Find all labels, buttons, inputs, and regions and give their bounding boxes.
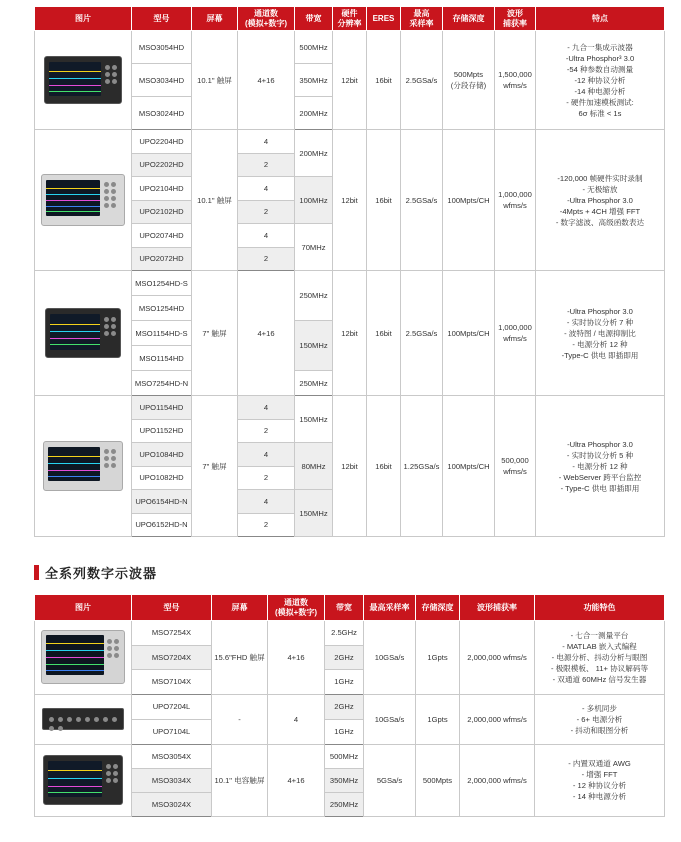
model-cell: UPO2072HD <box>132 247 192 271</box>
screen-cell: - <box>212 694 268 744</box>
feature-line: - 增强 FFT <box>581 770 618 779</box>
feature-line: - 电源分析、抖动分析与眼图 <box>551 652 648 662</box>
sample-rate-cell: 10GSa/s <box>364 694 416 744</box>
memory-cell: 100Mpts/CH <box>443 130 495 271</box>
channels-cell: 4+16 <box>268 744 325 816</box>
header-image: 图片 <box>35 595 132 621</box>
eres-cell: 16bit <box>367 271 401 396</box>
feature-line: - 电源分析 12 种 <box>572 461 628 471</box>
feature-line: -Ultra Phosphor 3.0 <box>567 439 633 449</box>
capture-cell: 2,000,000 wfms/s <box>460 744 535 816</box>
bandwidth-cell: 500MHz <box>295 31 333 64</box>
eres-cell: 16bit <box>367 396 401 537</box>
header-memory: 存储深度 <box>416 595 460 621</box>
header-model: 型号 <box>132 7 192 31</box>
model-cell: MSO3024HD <box>132 97 192 130</box>
screen-cell: 7" 触屏 <box>192 396 238 537</box>
channels-cell: 2 <box>238 247 295 271</box>
oscilloscope-image <box>41 630 125 684</box>
header-sample-rate: 最高采样率 <box>364 595 416 621</box>
feature-line: -Type-C 供电 即插即用 <box>561 350 639 360</box>
features-cell <box>536 31 665 130</box>
model-cell: UPO2202HD <box>132 153 192 177</box>
model-cell: MSO3034HD <box>132 64 192 97</box>
header-channels <box>268 595 325 621</box>
eres-cell: 16bit <box>367 31 401 130</box>
feature-line: -Ultra Phosphor 3.0 <box>567 306 633 316</box>
feature-line: - MATLAB 嵌入式编程 <box>562 641 637 651</box>
oscilloscope-image <box>41 174 125 226</box>
bandwidth-cell: 250MHz <box>295 371 333 396</box>
channels-cell: 4+16 <box>238 271 295 396</box>
model-cell: MSO1154HD-S <box>132 321 192 346</box>
memory-cell: 100Mpts/CH <box>443 396 495 537</box>
oscilloscope-image <box>42 708 124 730</box>
header-resolution-text: 硬件 分辨率 <box>337 8 362 28</box>
header-screen: 屏幕 <box>212 595 268 621</box>
product-image-mso3000x <box>35 744 132 816</box>
header-channels-text: 通道数 (模拟+数字) <box>275 597 317 617</box>
model-cell: MSO1254HD <box>132 296 192 321</box>
header-bandwidth: 带宽 <box>295 7 333 31</box>
header-sample-rate <box>401 7 443 31</box>
bandwidth-cell: 150MHz <box>295 490 333 537</box>
resolution-cell: 12bit <box>333 130 367 271</box>
section-title-text: 全系列数字示波器 <box>45 566 158 581</box>
feature-line: - 实时协议分析 7 种 <box>566 317 634 327</box>
memory-cell: 1Gpts <box>416 621 460 695</box>
sample-rate-cell: 2.5GSa/s <box>401 271 443 396</box>
oscilloscope-image <box>45 308 121 358</box>
capture-cell: 2,000,000 wfms/s <box>460 621 535 695</box>
model-cell: UPO6152HD-N <box>132 513 192 537</box>
channels-cell: 4 <box>238 490 295 514</box>
bandwidth-cell: 2.5GHz <box>325 621 364 646</box>
bandwidth-cell: 500MHz <box>325 744 364 768</box>
oscilloscope-image <box>43 441 123 491</box>
header-eres: ERES <box>367 7 401 31</box>
channels-cell: 2 <box>238 466 295 490</box>
channels-cell: 4 <box>238 130 295 154</box>
bandwidth-cell: 100MHz <box>295 177 333 224</box>
channels-cell: 2 <box>238 513 295 537</box>
sample-rate-cell: 2.5GSa/s <box>401 31 443 130</box>
channels-cell: 4 <box>238 443 295 467</box>
screen-cell: 10.1" 触屏 <box>192 31 238 130</box>
feature-line: - 双通道 60MHz 信号发生器 <box>552 674 647 684</box>
channels-cell: 4+16 <box>268 621 325 695</box>
feature-line: -Ultra Phosphor 3.0 <box>567 195 633 205</box>
channels-cell: 2 <box>238 419 295 443</box>
feature-line: - 数字滤波、高级函数表达 <box>555 217 645 227</box>
header-sample-rate-text: 最高 采样率 <box>409 8 434 28</box>
bandwidth-cell: 200MHz <box>295 97 333 130</box>
sample-rate-cell: 2.5GSa/s <box>401 130 443 271</box>
header-bandwidth: 带宽 <box>325 595 364 621</box>
model-cell: UPO2204HD <box>132 130 192 154</box>
bandwidth-cell: 250MHz <box>325 792 364 816</box>
product-image-upo1000hd <box>35 396 132 537</box>
feature-line: - Type-C 供电 即插即用 <box>560 483 640 493</box>
model-cell: MSO3054HD <box>132 31 192 64</box>
features-cell <box>535 621 665 695</box>
model-cell: UPO7204L <box>132 694 212 719</box>
feature-line: - 七合一测量平台 <box>570 630 629 640</box>
feature-line: - 14 种电源分析 <box>572 792 627 801</box>
header-capture-text: 波形 捕获率 <box>503 8 527 28</box>
header-model: 型号 <box>132 595 212 621</box>
resolution-cell: 12bit <box>333 396 367 537</box>
feature-line: - WebServer 跨平台监控 <box>558 472 642 482</box>
capture-text: 1,000,000 wfms/s <box>498 323 532 343</box>
model-cell: UPO2102HD <box>132 200 192 224</box>
bandwidth-cell: 1GHz <box>325 719 364 744</box>
feature-line: - 波特图 / 电源抑制比 <box>564 328 636 338</box>
feature-line: - 12 种协议分析 <box>572 781 627 790</box>
model-cell: UPO7104L <box>132 719 212 744</box>
header-channels-text: 通道数 (模拟+数字) <box>245 8 287 28</box>
screen-cell: 15.6"FHD 触屏 <box>212 621 268 695</box>
bandwidth-cell: 200MHz <box>295 130 333 177</box>
bandwidth-cell: 350MHz <box>295 64 333 97</box>
model-cell: MSO3024X <box>132 792 212 816</box>
feature-line: - 内置双通道 AWG <box>568 759 631 768</box>
sample-rate-cell: 10GSa/s <box>364 621 416 695</box>
memory-cell: 100Mpts/CH <box>443 271 495 396</box>
product-image-mso1000hd <box>35 271 132 396</box>
feature-line: - 无极缩放 <box>582 184 618 194</box>
feature-line: - 九合一集成示波器 <box>567 42 633 52</box>
model-cell: UPO1084HD <box>132 443 192 467</box>
model-cell: MSO3054X <box>132 744 212 768</box>
resolution-cell: 12bit <box>333 271 367 396</box>
capture-text: 1,000,000 wfms/s <box>498 190 532 210</box>
model-cell: MSO1254HD-S <box>132 271 192 296</box>
header-image: 图片 <box>35 7 132 31</box>
channels-cell: 2 <box>238 153 295 177</box>
header-resolution <box>333 7 367 31</box>
feature-line: -120,000 帧硬件实时录制 <box>557 173 643 183</box>
bandwidth-cell: 150MHz <box>295 321 333 371</box>
features-cell <box>536 396 665 537</box>
memory-cell: 1Gpts <box>416 694 460 744</box>
channels-cell: 4 <box>238 396 295 420</box>
section-title-bar <box>34 565 39 580</box>
product-image-upo2000hd <box>35 130 132 271</box>
model-cell: UPO2104HD <box>132 177 192 201</box>
capture-cell <box>495 396 536 537</box>
sample-rate-cell: 1.25GSa/s <box>401 396 443 537</box>
model-cell: MSO1154HD <box>132 346 192 371</box>
features-cell <box>536 130 665 271</box>
screen-cell: 7" 触屏 <box>192 271 238 396</box>
bandwidth-cell: 2GHz <box>325 694 364 719</box>
memory-cell: 500Mpts <box>416 744 460 816</box>
feature-line: - 实时协议分析 5 种 <box>566 450 634 460</box>
feature-line: -54 种参数自动测量 <box>566 64 634 74</box>
section-title <box>34 563 157 582</box>
spec-table-all <box>34 594 665 817</box>
features-cell <box>536 271 665 396</box>
feature-line: - 硬件加速模板测试: <box>566 97 634 107</box>
model-cell: MSO7254X <box>132 621 212 646</box>
feature-line: -Ultra Phosphor³ 3.0 <box>565 53 635 63</box>
header-features: 特点 <box>536 7 665 31</box>
capture-cell: 2,000,000 wfms/s <box>460 694 535 744</box>
eres-cell: 16bit <box>367 130 401 271</box>
resolution-cell: 12bit <box>333 31 367 130</box>
model-cell: MSO7204X <box>132 645 212 670</box>
bandwidth-cell: 2GHz <box>325 645 364 670</box>
channels-cell: 4 <box>238 224 295 248</box>
feature-line: -12 种协议分析 <box>574 75 626 85</box>
spec-table-hd <box>34 6 665 537</box>
bandwidth-cell: 70MHz <box>295 224 333 271</box>
model-cell: UPO6154HD-N <box>132 490 192 514</box>
feature-line: -14 种电源分析 <box>574 86 626 96</box>
oscilloscope-image <box>44 56 122 104</box>
features-cell <box>535 744 665 816</box>
sample-rate-cell: 5GSa/s <box>364 744 416 816</box>
feature-line: - 多机同步 <box>581 703 617 713</box>
model-cell: UPO1082HD <box>132 466 192 490</box>
feature-line: - 抖动和眼图分析 <box>570 725 629 735</box>
header-memory: 存储深度 <box>443 7 495 31</box>
model-cell: UPO1152HD <box>132 419 192 443</box>
header-screen: 屏幕 <box>192 7 238 31</box>
model-cell: MSO3034X <box>132 768 212 792</box>
feature-line: -4Mpts + 4CH 增强 FFT <box>559 206 641 216</box>
capture-cell <box>495 271 536 396</box>
memory-cell <box>443 31 495 130</box>
product-image-upo7000l <box>35 694 132 744</box>
product-image-mso7000x <box>35 621 132 695</box>
product-image-mso3000hd <box>35 31 132 130</box>
capture-cell <box>495 31 536 130</box>
channels-cell: 4 <box>238 177 295 201</box>
header-capture <box>495 7 536 31</box>
header-features: 功能特色 <box>535 595 665 621</box>
channels-cell: 2 <box>238 200 295 224</box>
capture-text: 1,500,000 wfms/s <box>498 70 532 90</box>
capture-text: 500,000 wfms/s <box>501 456 529 476</box>
feature-line: - 极限模板、 11+ 协议解码等 <box>550 663 649 673</box>
bandwidth-cell: 150MHz <box>295 396 333 443</box>
model-cell: UPO1154HD <box>132 396 192 420</box>
channels-cell: 4 <box>268 694 325 744</box>
model-cell: UPO2074HD <box>132 224 192 248</box>
header-channels <box>238 7 295 31</box>
feature-line: - 电源分析 12 种 <box>572 339 628 349</box>
bandwidth-cell: 80MHz <box>295 443 333 490</box>
channels-cell: 4+16 <box>238 31 295 130</box>
header-capture: 波形捕获率 <box>460 595 535 621</box>
bandwidth-cell: 250MHz <box>295 271 333 321</box>
oscilloscope-image <box>43 755 123 805</box>
screen-cell: 10.1" 触屏 <box>192 130 238 271</box>
capture-cell <box>495 130 536 271</box>
feature-line: - 6+ 电源分析 <box>576 714 623 724</box>
model-cell: MSO7104X <box>132 670 212 695</box>
feature-line: 6σ 标准 < 1s <box>578 108 622 118</box>
model-cell: MSO7254HD-N <box>132 371 192 396</box>
features-cell <box>535 694 665 744</box>
bandwidth-cell: 350MHz <box>325 768 364 792</box>
memory-text: 500Mpts (分段存储) <box>450 70 487 90</box>
screen-cell: 10.1" 电容触屏 <box>212 744 268 816</box>
bandwidth-cell: 1GHz <box>325 670 364 695</box>
